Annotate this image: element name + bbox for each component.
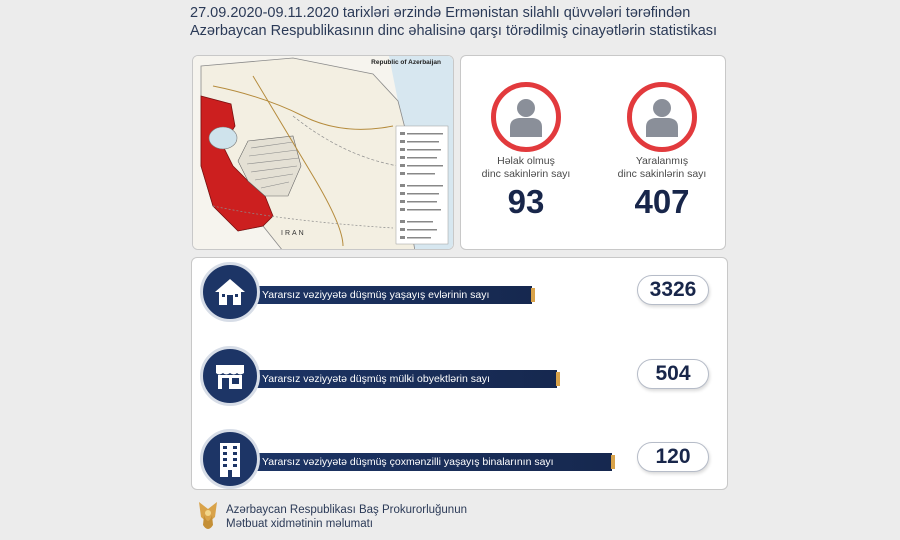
houses-count: 3326: [637, 275, 709, 305]
house-icon: [213, 277, 247, 307]
apartment-buildings-icon-circle: [200, 429, 260, 489]
killed-icon-ring: [491, 82, 561, 152]
killed-label: [461, 155, 591, 181]
footer: [196, 497, 516, 537]
azerbaijan-map: [193, 56, 454, 250]
apartment-buildings-label: Yararsız vəziyyətə düşmüş çoxmənzilli yaşayış binalarının sayı: [234, 453, 612, 471]
title-line-2: Azərbaycan Respublikasının dinc əhalisinə qarşı törədilmiş cinayətlərin statistikası: [190, 23, 718, 39]
footer-text: [226, 503, 467, 531]
prosecutor-emblem-icon: [196, 499, 220, 535]
wounded-label-line-2: dinc sakinlərin sayı: [617, 168, 707, 180]
killed-stat: [461, 82, 591, 221]
apartment-buildings-count: 120: [637, 442, 709, 472]
shop-icon: [214, 361, 246, 391]
wounded-label: [597, 155, 727, 181]
wounded-icon-ring: [627, 82, 697, 152]
map-country-label: IRAN: [281, 230, 306, 237]
footer-line-1: Azərbaycan Respublikası Baş Prokurorluğunun: [226, 504, 467, 516]
civilian-objects-icon-circle: [200, 346, 260, 406]
footer-line-2: Mətbuat xidmətinin məlumatı: [226, 518, 374, 530]
killed-label-line-2: dinc sakinlərin sayı: [481, 168, 571, 180]
page-title: [190, 4, 750, 40]
civilian-objects-label: Yararsız vəziyyətə düşmüş mülki obyektlərin sayı: [234, 370, 557, 388]
title-line-1: 27.09.2020-09.11.2020 tarixləri ərzində Ermənistan silahlı qüvvələri tərəfindən: [190, 5, 691, 21]
houses-label: Yararsız vəziyyətə düşmüş yaşayış evlərinin sayı: [234, 286, 532, 304]
map-title: Republic of Azerbaijan: [371, 59, 441, 66]
list-item-houses: [192, 260, 727, 320]
list-item-civilian-objects: [192, 344, 727, 404]
civilian-objects-count: 504: [637, 359, 709, 389]
houses-icon-circle: [200, 262, 260, 322]
wounded-label-line-1: Yaralanmış: [635, 155, 689, 167]
person-icon: [507, 97, 545, 137]
map-panel: [192, 55, 454, 250]
wounded-stat: [597, 82, 727, 221]
killed-count: 93: [507, 183, 545, 220]
person-icon: [643, 97, 681, 137]
wounded-count: 407: [634, 183, 690, 220]
list-item-apartment-buildings: [192, 427, 727, 487]
killed-label-line-1: Həlak olmuş: [497, 155, 555, 167]
damage-stats-panel: [191, 257, 728, 490]
casualty-stats-panel: [460, 55, 726, 250]
building-icon: [217, 441, 243, 477]
